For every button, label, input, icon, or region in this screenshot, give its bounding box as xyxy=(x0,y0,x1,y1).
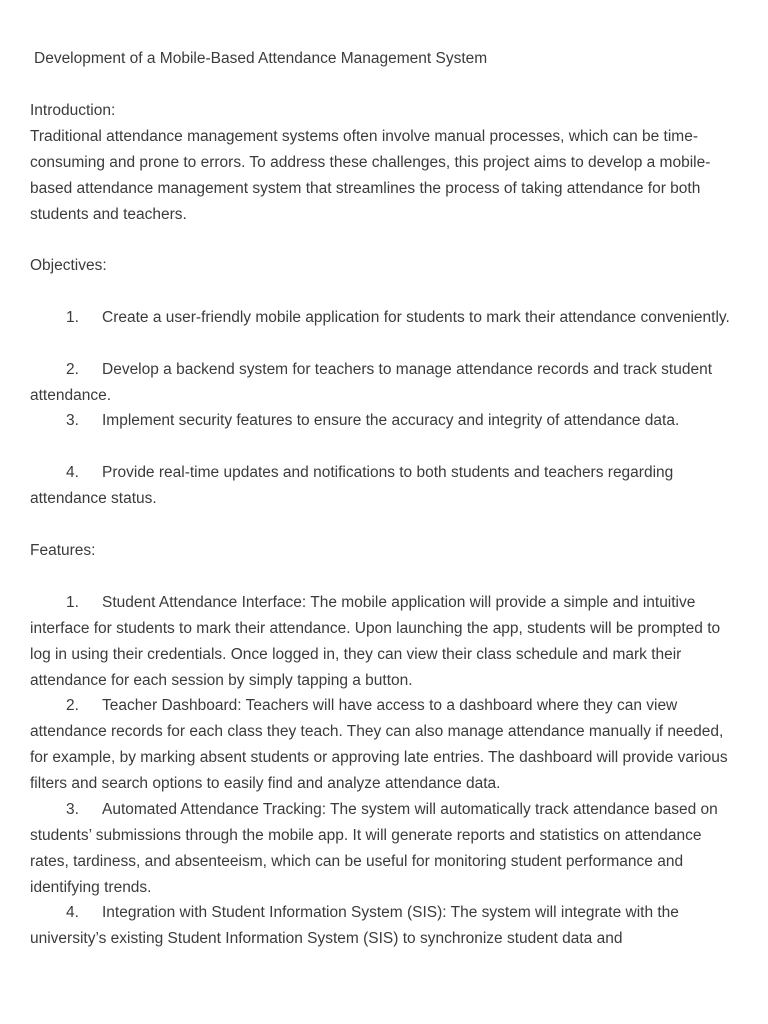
objective-number: 3. xyxy=(66,412,79,429)
objective-item xyxy=(30,357,742,409)
objective-number: 2. xyxy=(66,361,79,378)
objective-item xyxy=(30,408,742,434)
objective-number: 4. xyxy=(66,464,79,481)
feature-text: Automated Attendance Tracking: The system will automatically track attendance based on students’ submissions through the mobile app. It will generate reports and statistics on attendance rates, tardiness, and absenteeism, which can be useful for monitoring student performance and identifying trends. xyxy=(30,801,718,896)
feature-item xyxy=(30,590,742,694)
introduction-heading: Introduction: xyxy=(30,102,116,119)
objective-text: Develop a backend system for teachers to manage attendance records and track student attendance. xyxy=(30,361,713,404)
feature-text: Teacher Dashboard: Teachers will have access to a dashboard where they can view attendance records for each class they teach. They can also manage attendance manually if needed, for example, by marking absent students or approving late entries. The dashboard will provide various filters and search options to easily find and analyze attendance data. xyxy=(30,697,728,792)
feature-text: Student Attendance Interface: The mobile application will provide a simple and intuitive interface for students to mark their attendance. Upon launching the app, students will be prompted to log in using their credentials. Once logged in, they can view their class schedule and mark their attendance for each session by simply tapping a button. xyxy=(30,594,721,689)
objective-text: Create a user-friendly mobile application for students to mark their attendance conveniently. xyxy=(102,309,730,326)
objective-number: 1. xyxy=(66,309,79,326)
objective-text: Provide real-time updates and notifications to both students and teachers regarding attendance status. xyxy=(30,464,674,507)
feature-item xyxy=(30,797,742,901)
objective-text: Implement security features to ensure the accuracy and integrity of attendance data. xyxy=(102,412,680,429)
feature-item xyxy=(30,693,742,797)
document-title: Development of a Mobile-Based Attendance Management System xyxy=(34,50,488,67)
feature-number: 2. xyxy=(66,697,79,714)
feature-number: 3. xyxy=(66,801,79,818)
objective-item xyxy=(30,305,742,331)
objectives-heading: Objectives: xyxy=(30,257,107,274)
objective-item xyxy=(30,460,742,512)
feature-text: Integration with Student Information System (SIS): The system will integrate with the university’s existing Student Information System (SIS) to synchronize student data and xyxy=(30,904,679,947)
feature-number: 1. xyxy=(66,594,79,611)
introduction-paragraph: Traditional attendance management systems often involve manual processes, which can be time-consuming and prone to errors. To address these challenges, this project aims to develop a mobile-based attendance management system that streamlines the process of taking attendance for both students and teachers. xyxy=(30,128,711,223)
features-heading: Features: xyxy=(30,542,96,559)
feature-item xyxy=(30,900,742,952)
feature-number: 4. xyxy=(66,904,79,921)
